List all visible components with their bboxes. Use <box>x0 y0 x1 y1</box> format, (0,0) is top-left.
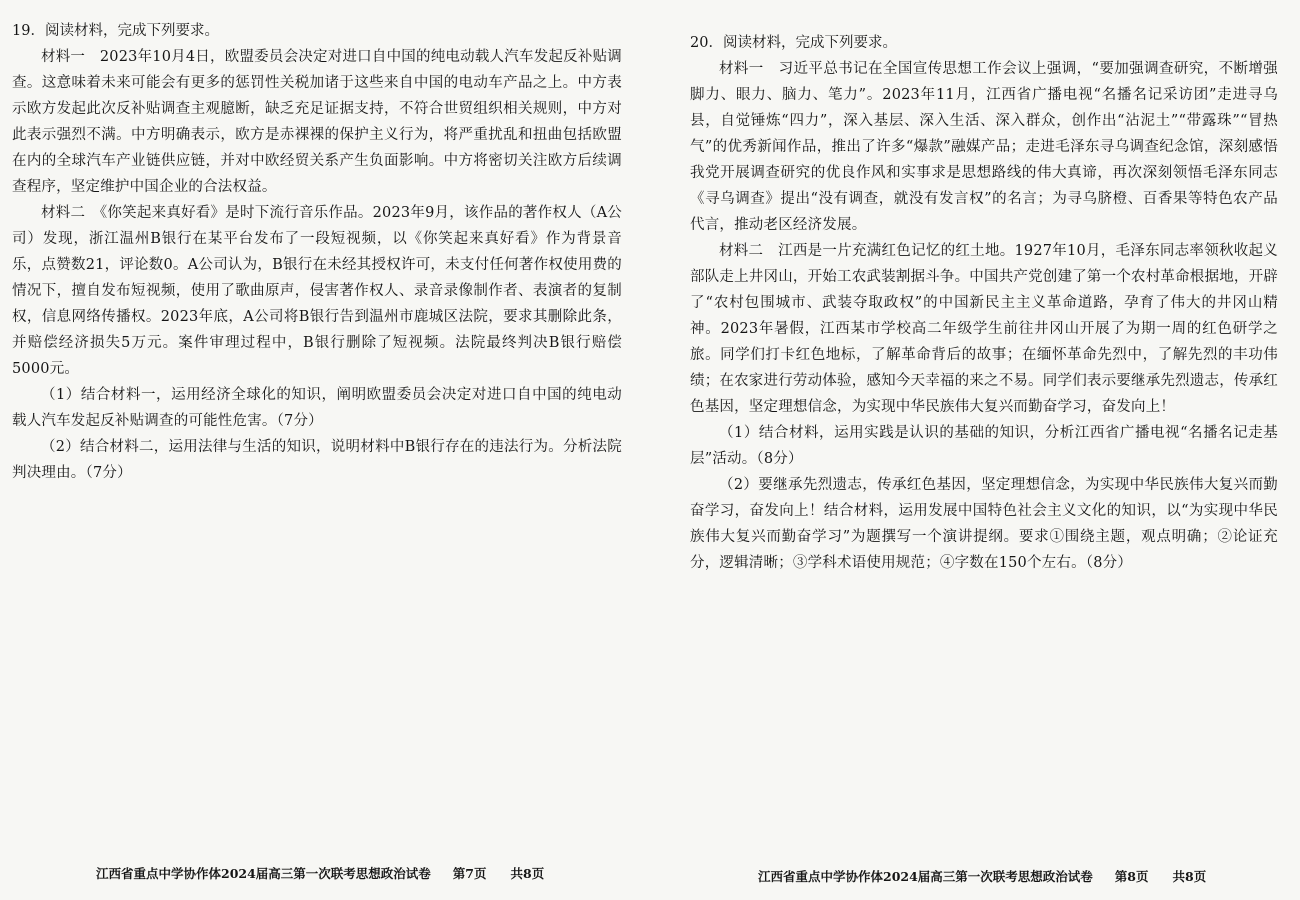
footer-exam-title: 江西省重点中学协作体2024届高三第一次联考思想政治试卷 <box>96 866 431 881</box>
q19-material-2: 材料二 《你笑起来真好看》是时下流行音乐作品。2023年9月，该作品的著作权人（A公司）发现，浙江温州B银行在某平台发布了一段短视频，以《你笑起来真好看》作为背景音乐，点赞数21，评论数0。A公司认为，B银行在未经其授权许可，未支付任何著作权使用费的情况下，擅自发布短视频，使用了歌曲原声，侵害著作权人、录音录像制作者、表演者的复制权，信息网络传播权。2023年底，A公司将B银行告到温州市鹿城区法院，要求其删除此条，并赔偿经济损失5万元。案件审理过程中，B银行删除了短视频。法院最终判决B银行赔偿5000元。 <box>12 205 622 377</box>
q20-sub-question-1: （1）结合材料，运用实践是认识的基础的知识，分析江西省广播电视“名播名记走基层”活动。（8分） <box>690 425 1278 467</box>
footer-total-pages: 共8页 <box>510 866 545 881</box>
footer-exam-title: 江西省重点中学协作体2024届高三第一次联考思想政治试卷 <box>758 869 1093 884</box>
footer-total-pages: 共8页 <box>1172 869 1207 884</box>
q19-material-1: 材料一 2023年10月4日，欧盟委员会决定对进口自中国的纯电动载人汽车发起反补贴调查。这意味着未来可能会有更多的惩罚性关税加诸于这些来自中国的电动车产品之上。中方表示欧方发起此次反补贴调查主观臆断，缺乏充足证据支持，不符合世贸组织相关规则，中方对此表示强烈不满。中方明确表示，欧方是赤裸裸的保护主义行为，将严重扰乱和扭曲包括欧盟在内的全球汽车产业链供应链，并对中欧经贸关系产生负面影响。中方将密切关注欧方后续调查程序，坚定维护中国企业的合法权益。 <box>12 49 622 195</box>
footer-page-number: 第7页 <box>452 866 487 881</box>
exam-page-8 <box>650 0 1300 900</box>
question-19-heading: 19．阅读材料，完成下列要求。 <box>12 23 219 39</box>
q20-sub-question-2: （2）要继承先烈遗志，传承红色基因，坚定理想信念，为实现中华民族伟大复兴而勤奋学习，奋发向上！结合材料，运用发展中国特色社会主义文化的知识，以“为实现中华民族伟大复兴而勤奋学习”为题撰写一个演讲提纲。要求①围绕主题，观点明确；②论证充分，逻辑清晰；③学科术语使用规范；④字数在150个左右。（8分） <box>690 477 1278 571</box>
page-footer-left <box>96 864 544 882</box>
footer-page-number: 第8页 <box>1114 869 1149 884</box>
q19-sub-question-1: （1）结合材料一，运用经济全球化的知识，阐明欧盟委员会决定对进口自中国的纯电动载人汽车发起反补贴调查的可能性危害。（7分） <box>12 387 622 429</box>
page-footer-right <box>758 867 1206 885</box>
q20-material-2: 材料二 江西是一片充满红色记忆的红土地。1927年10月，毛泽东同志率领秋收起义部队走上井冈山，开始工农武装割据斗争。中国共产党创建了第一个农村革命根据地，开辟了“农村包围城市、武装夺取政权”的中国新民主主义革命道路，孕育了伟大的井冈山精神。2023年暑假，江西某市学校高二年级学生前往井冈山开展了为期一周的红色研学之旅。同学们打卡红色地标，了解革命背后的故事；在缅怀革命先烈中，了解先烈的丰功伟绩；在农家进行劳动体验，感知今天幸福的来之不易。同学们表示要继承先烈遗志，传承红色基因，坚定理想信念，为实现中华民族伟大复兴而勤奋学习，奋发向上！ <box>690 243 1278 415</box>
q20-material-1: 材料一 习近平总书记在全国宣传思想工作会议上强调，“要加强调查研究，不断增强脚力、眼力、脑力、笔力”。2023年11月，江西省广播电视“名播名记采访团”走进寻乌县，自觉锤炼“四力”，深入基层、深入生活、深入群众，创作出“沾泥土”“带露珠”“冒热气”的优秀新闻作品，推出了许多“爆款”融媒产品；走进毛泽东寻乌调查纪念馆，深刻感悟我党开展调查研究的优良作风和实事求是思想路线的伟大真谛，再次深刻领悟毛泽东同志《寻乌调查》提出“没有调查，就没有发言权”的名言；为寻乌脐橙、百香果等特色农产品代言，推动老区经济发展。 <box>690 61 1278 233</box>
q19-sub-question-2: （2）结合材料二，运用法律与生活的知识，说明材料中B银行存在的违法行为。分析法院判决理由。（7分） <box>12 439 622 481</box>
question-20-heading: 20．阅读材料，完成下列要求。 <box>690 35 897 51</box>
